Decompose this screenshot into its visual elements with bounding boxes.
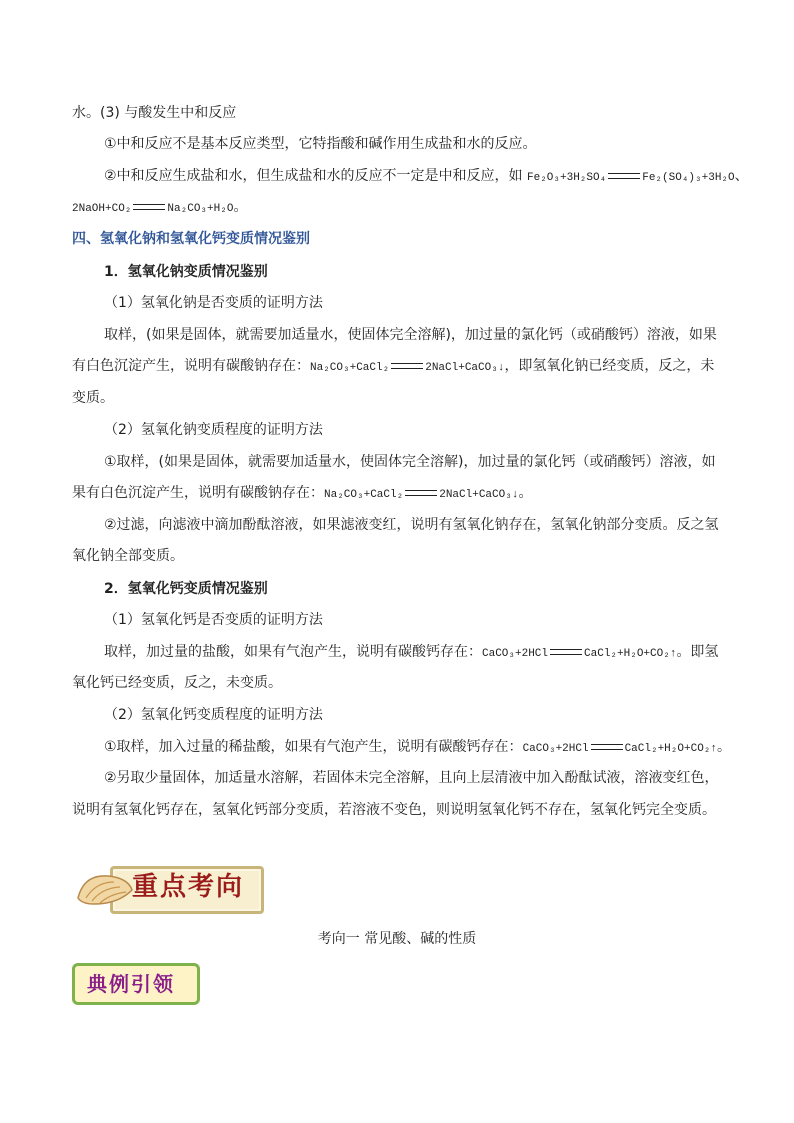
text-line: 果有白色沉淀产生，说明有碳酸钠存在：Na₂CO₃+CaCl₂ 2NaCl+CaCO₃↓。: [72, 485, 533, 501]
subsection-heading: 1．氢氧化钠变质情况鉴别: [104, 264, 268, 280]
equation-sign: [591, 744, 623, 750]
text-line: ①取样，加入过量的稀盐酸，如果有气泡产生，说明有碳酸钙存在：CaCO₃+2HCl CaCl₂+H₂O+CO₂↑。: [104, 739, 731, 755]
text-line: ①中和反应不是基本反应类型，它特指酸和碱作用生成盐和水的反应。: [104, 136, 537, 152]
text-line: ②另取少量固体，加适量水溶解，若固体未完全溶解，且向上层清液中加入酚酞试液，溶液变红色，: [104, 770, 719, 786]
equation-sign: [550, 649, 582, 655]
text-line: （1）氢氧化钙是否变质的证明方法: [104, 612, 323, 628]
formula: CaCO₃+2HCl: [482, 648, 549, 660]
equation-sign: [405, 490, 437, 496]
formula: Na₂CO₃+H₂O: [167, 203, 234, 215]
formula: CaCl₂+H₂O+CO₂↑: [624, 743, 717, 755]
formula: Fe₂(SO₄)₃+3H₂O: [642, 172, 735, 184]
banner-title: 重点考向: [132, 872, 245, 902]
text-line: （2）氢氧化钠变质程度的证明方法: [104, 422, 323, 438]
formula: CaCO₃+2HCl: [522, 743, 589, 755]
text-line: ②中和反应生成盐和水，但生成盐和水的反应不一定是中和反应，如 Fe₂O₃+3H₂SO₄ Fe₂(SO₄)₃+3H₂O、: [104, 168, 749, 184]
text-line: 2NaOH+CO₂ Na₂CO₃+H₂O。: [72, 199, 248, 215]
text-line: 变质。: [72, 390, 114, 406]
text-line: 水。(3) 与酸发生中和反应: [72, 105, 237, 121]
text-line: 氧化钠全部变质。: [72, 548, 184, 564]
direction-title: 考向一 常见酸、碱的性质: [317, 931, 477, 947]
text-line: 氧化钙已经变质，反之，未变质。: [72, 675, 282, 691]
text-line: 有白色沉淀产生，说明有碳酸钠存在：Na₂CO₃+CaCl₂ 2NaCl+CaCO₃↓，即氢氧化钠已经变质，反之，未: [72, 358, 715, 374]
formula: CaCl₂+H₂O+CO₂↑: [584, 648, 677, 660]
section-heading: 四、氢氧化钠和氢氧化钙变质情况鉴别: [72, 231, 310, 247]
equation-sign: [391, 363, 423, 369]
example-badge: [72, 963, 200, 1005]
equation-sign: [133, 204, 165, 210]
formula: Na₂CO₃+CaCl₂: [324, 489, 404, 501]
text-line: 取样，加过量的盐酸，如果有气泡产生，说明有碳酸钙存在：CaCO₃+2HCl CaCl₂+H₂O+CO₂↑。即氢: [104, 644, 719, 660]
text-line: 取样，(如果是固体，就需要加适量水，使固体完全溶解)，加过量的氯化钙（或硝酸钙）溶液，如果: [104, 327, 717, 343]
text-line: （2）氢氧化钙变质程度的证明方法: [104, 707, 323, 723]
formula: Na₂CO₃+CaCl₂: [310, 362, 390, 374]
formula: 2NaOH+CO₂: [72, 203, 132, 215]
formula: 2NaCl+CaCO₃↓: [439, 489, 519, 501]
subsection-heading: 2．氢氧化钙变质情况鉴别: [104, 581, 268, 597]
shell-icon: [74, 868, 134, 908]
key-direction-banner: [74, 862, 260, 912]
text-line: ②过滤，向滤液中滴加酚酞溶液，如果滤液变红，说明有氢氧化钠存在，氢氧化钠部分变质。反之氢: [104, 517, 719, 533]
formula: 2NaCl+CaCO₃↓: [425, 362, 505, 374]
text-line: 说明有氢氧化钙存在，氢氧化钙部分变质，若溶液不变色，则说明氢氧化钙不存在，氢氧化钙完全变质。: [72, 802, 716, 818]
badge-title: 典例引领: [87, 972, 175, 996]
formula: Fe₂O₃+3H₂SO₄: [527, 172, 607, 184]
equation-sign: [608, 173, 640, 179]
text-line: （1）氢氧化钠是否变质的证明方法: [104, 295, 323, 311]
text-line: ①取样，(如果是固体，就需要加适量水，使固体完全溶解)，加过量的氯化钙（或硝酸钙）溶液，如: [104, 454, 716, 470]
